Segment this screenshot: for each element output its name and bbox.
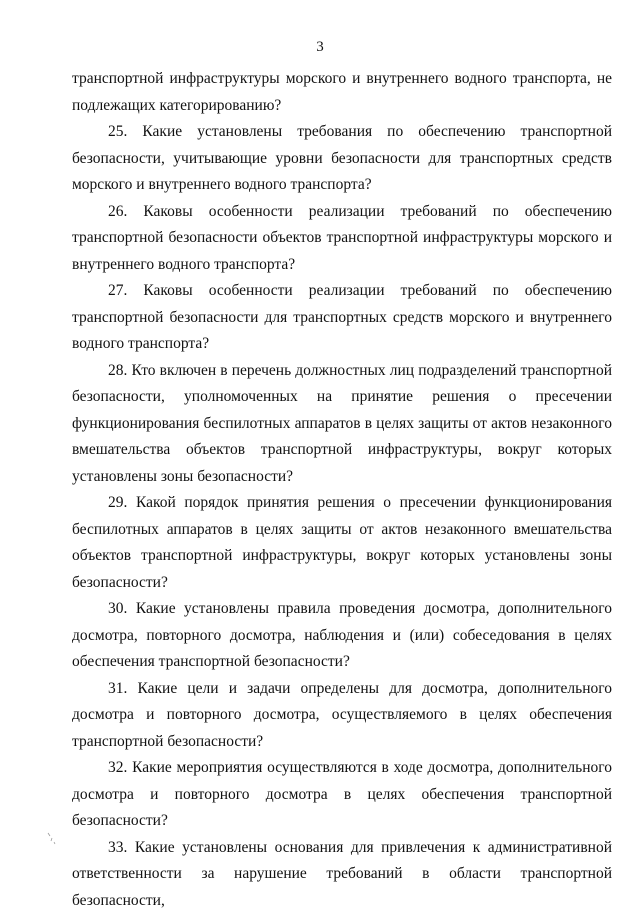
paragraph-26: 26. Каковы особенности реализации требований по обеспечению транспортной безопасности объектов транспортной инфраструктуры морского и внутреннего водного транспорта?: [72, 199, 612, 279]
scan-artifact-mark: [46, 830, 58, 846]
paragraph-28: 28. Кто включен в перечень должностных лиц подразделений транспортной безопасности, уполномоченных на принятие решения о пресечении функционирования беспилотных аппаратов в целях защиты от актов незаконного вмешательства объектов транспортной инфраструктуры, вокруг которых установлены зоны безопасности?: [72, 358, 612, 491]
paragraph-25: 25. Какие установлены требования по обеспечению транспортной безопасности, учитывающие уровни безопасности для транспортных средств морского и внутреннего водного транспорта?: [72, 119, 612, 199]
paragraph-31: 31. Какие цели и задачи определены для досмотра, дополнительного досмотра и повторного досмотра, осуществляемого в целях обеспечения транспортной безопасности?: [72, 676, 612, 756]
paragraph-29: 29. Какой порядок принятия решения о пресечении функционирования беспилотных аппаратов в целях защиты от актов незаконного вмешательства объектов транспортной инфраструктуры, вокруг которых установлены зоны безопасности?: [72, 490, 612, 596]
paragraph-30: 30. Какие установлены правила проведения досмотра, дополнительного досмотра, повторного досмотра, наблюдения и (или) собеседования в целях обеспечения транспортной безопасности?: [72, 596, 612, 676]
paragraph-32: 32. Какие мероприятия осуществляются в ходе досмотра, дополнительного досмотра и повторного досмотра в целях обеспечения транспортной безопасности?: [72, 755, 612, 835]
paragraph-27: 27. Каковы особенности реализации требований по обеспечению транспортной безопасности для транспортных средств морского и внутреннего водного транспорта?: [72, 278, 612, 358]
paragraph-24-continuation: транспортной инфраструктуры морского и внутреннего водного транспорта, не подлежащих категорированию?: [72, 66, 612, 119]
paragraph-33: 33. Какие установлены основания для привлечения к административной ответственности за нарушение требований в области транспортной безопасности,: [72, 835, 612, 914]
document-body: [72, 66, 612, 914]
page-number: 3: [0, 38, 640, 56]
